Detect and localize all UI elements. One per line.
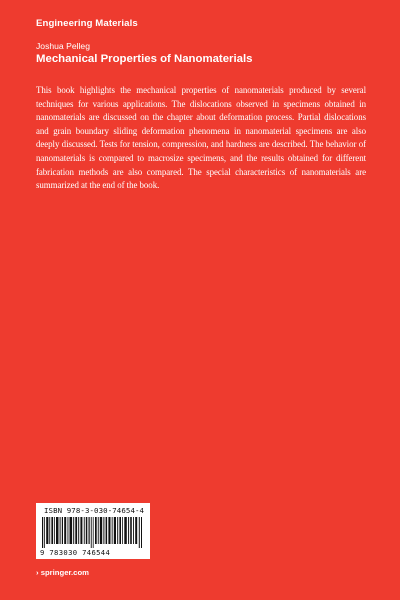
author-name: Joshua Pelleg: [36, 41, 90, 51]
barcode-box: [36, 503, 150, 559]
link-arrow-icon: ›: [36, 568, 39, 577]
series-label: Engineering Materials: [36, 18, 138, 29]
book-title: Mechanical Properties of Nanomaterials: [36, 53, 253, 65]
book-description: This book highlights the mechanical properties of nanomaterials produced by several techniques for various applications. The dislocations observed in specimens obtained in nanomaterials are discussed on the chapter about deformation process. Partial dislocations and grain boundary sliding deformation phenomena in nanomaterial specimens are also deeply discussed. Tests for tension, compression, and hardness are described. The behavior of nanomaterials is compared to macrosize specimens, and the results obtained for different fabrication methods are also compared. The special characteristics of nanomaterials are summarized at the end of the book.: [36, 85, 366, 191]
springer-link[interactable]: [36, 568, 89, 577]
barcode-icon: [42, 517, 144, 548]
isbn-label: ISBN 978-3-030-74654-4: [44, 506, 145, 515]
springer-url: springer.com: [40, 568, 89, 577]
barcode-digits: 9 783030 746544: [40, 548, 111, 557]
